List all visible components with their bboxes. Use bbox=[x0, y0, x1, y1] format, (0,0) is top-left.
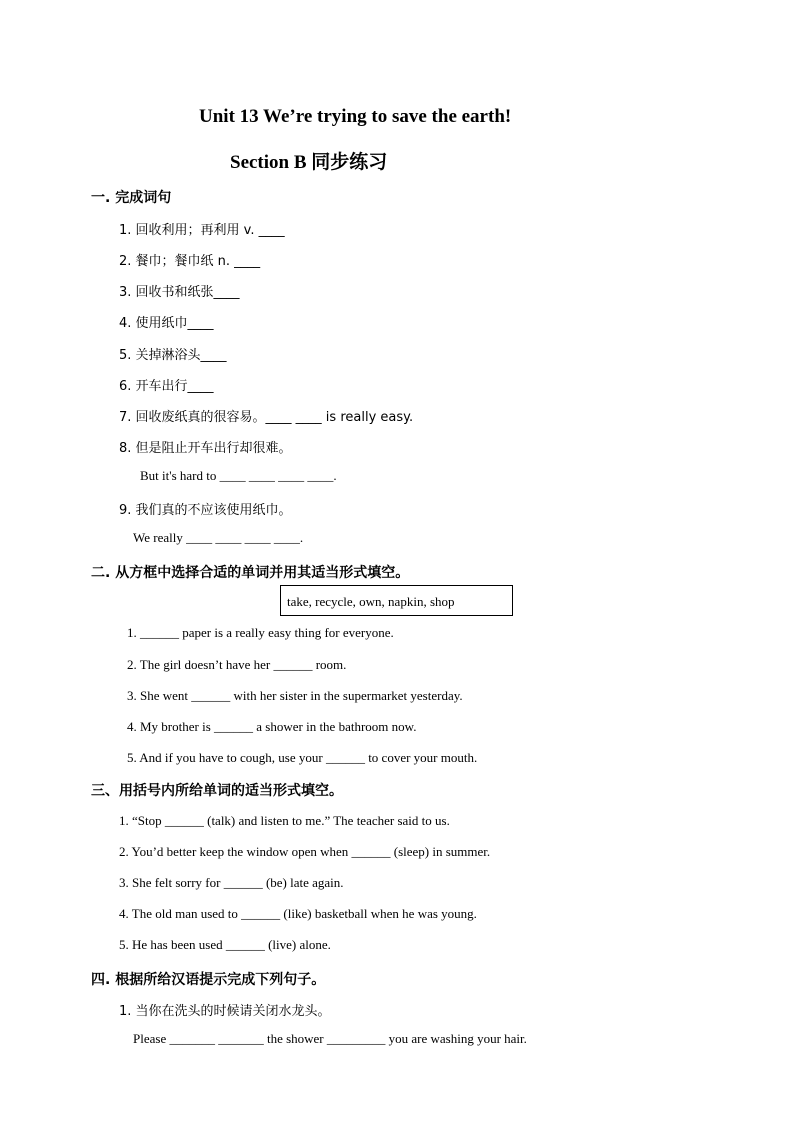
section4-item: 1. 当你在洗头的时候请关闭水龙头。 bbox=[119, 1004, 331, 1019]
word-box-text: take, recycle, own, napkin, shop bbox=[287, 594, 455, 609]
section3-item: 3. She felt sorry for ______ (be) late again. bbox=[119, 875, 344, 890]
section2-item: 4. My brother is ______ a shower in the bathroom now. bbox=[127, 719, 417, 734]
section3-heading: 三、用括号内所给单词的适当形式填空。 bbox=[91, 783, 343, 799]
section4-item: Please _______ _______ the shower _________ you are washing your hair. bbox=[133, 1031, 527, 1046]
page-subtitle: Section B 同步练习 bbox=[230, 152, 388, 173]
section3-item: 4. The old man used to ______ (like) basketball when he was young. bbox=[119, 906, 477, 921]
section2-item: 1. ______ paper is a really easy thing for everyone. bbox=[127, 625, 394, 640]
section1-item: 1. 回收利用；再利用 v. ____ bbox=[119, 223, 285, 238]
section1-item: But it's hard to ____ ____ ____ ____. bbox=[140, 468, 337, 483]
section1-item: 3. 回收书和纸张____ bbox=[119, 285, 240, 300]
page-title: Unit 13 We’re trying to save the earth! bbox=[199, 106, 512, 127]
section1-item: 5. 关掉淋浴头____ bbox=[119, 348, 227, 363]
word-box bbox=[280, 585, 513, 616]
section4-heading: 四. 根据所给汉语提示完成下列句子。 bbox=[91, 972, 326, 988]
section1-item: We really ____ ____ ____ ____. bbox=[133, 530, 304, 545]
section2-item: 3. She went ______ with her sister in the supermarket yesterday. bbox=[127, 688, 463, 703]
section1-item: 4. 使用纸巾____ bbox=[119, 316, 214, 331]
section1-heading: 一. 完成词句 bbox=[91, 190, 172, 206]
section2-heading: 二. 从方框中选择合适的单词并用其适当形式填空。 bbox=[91, 565, 410, 581]
section2-item: 2. The girl doesn’t have her ______ room. bbox=[127, 657, 347, 672]
section3-item: 1. “Stop ______ (talk) and listen to me.” The teacher said to us. bbox=[119, 813, 450, 828]
section1-item: 6. 开车出行____ bbox=[119, 379, 214, 394]
section3-item: 2. You’d better keep the window open when ______ (sleep) in summer. bbox=[119, 844, 491, 859]
section1-item: 7. 回收废纸真的很容易。____ ____ is really easy. bbox=[119, 410, 414, 425]
section2-item: 5. And if you have to cough, use your ______ to cover your mouth. bbox=[127, 750, 478, 765]
section3-item: 5. He has been used ______ (live) alone. bbox=[119, 937, 331, 952]
section1-item: 9. 我们真的不应该使用纸巾。 bbox=[119, 503, 292, 518]
section1-item: 2. 餐巾；餐巾纸 n. ____ bbox=[119, 254, 261, 269]
section1-item: 8. 但是阻止开车出行却很难。 bbox=[119, 441, 292, 456]
